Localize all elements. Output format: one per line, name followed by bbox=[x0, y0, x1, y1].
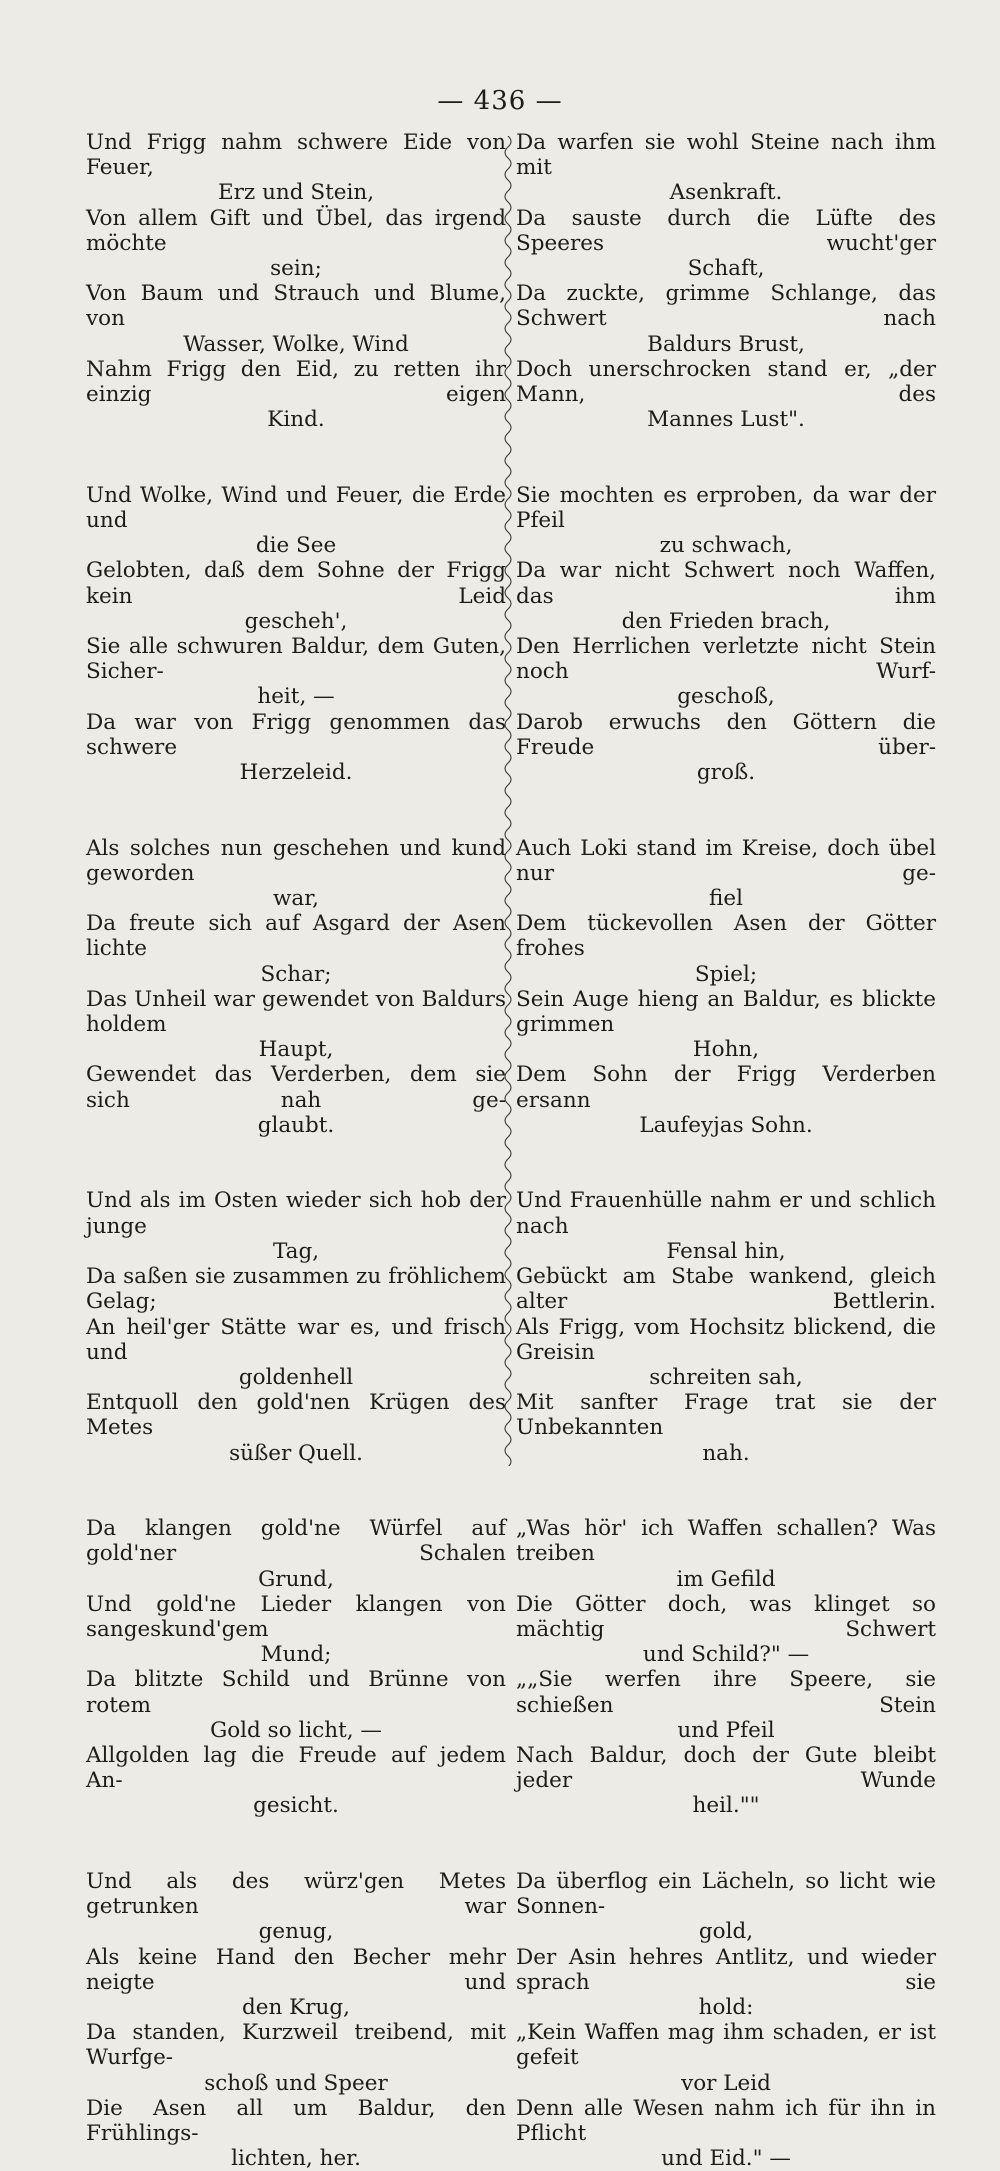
verse-continuation: Mund; bbox=[260, 1642, 332, 1668]
verse-continuation: Kind. bbox=[267, 407, 325, 433]
verse-line: Dem tückevollen Asen der Götter frohes bbox=[516, 911, 936, 962]
verse-line: Da blitzte Schild und Brünne von rotem bbox=[86, 1667, 506, 1718]
verse-continuation: Spiel; bbox=[694, 961, 758, 987]
stanza bbox=[86, 1516, 506, 1818]
stanza-gap bbox=[516, 1138, 936, 1188]
verse-continuation: Wasser, Wolke, Wind bbox=[183, 331, 409, 357]
verse-continuation: goldenhell bbox=[238, 1364, 354, 1390]
stanza bbox=[516, 836, 936, 1138]
verse-line: Das Unheil war gewendet von Baldurs holdem bbox=[86, 986, 506, 1038]
verse-line: Da klangen gold'ne Würfel auf gold'ner Schalen bbox=[86, 1516, 506, 1567]
verse-line: Von Baum und Strauch und Blume, von bbox=[86, 281, 506, 332]
stanza-gap bbox=[86, 785, 506, 835]
verse-continuation: war, bbox=[273, 886, 319, 912]
verse-line: Der Asin hehres Antlitz, und wieder sprach sie bbox=[516, 1944, 936, 1995]
verse-continuation: geschoß, bbox=[677, 684, 775, 710]
verse-line: Da freute sich auf Asgard der Asen lichte bbox=[86, 911, 506, 962]
verse-continuation: Tag, bbox=[272, 1238, 320, 1264]
verse-continuation: genug, bbox=[258, 1919, 334, 1945]
verse-line: Gebückt am Stabe wankend, gleich alter Bettlerin. bbox=[516, 1264, 936, 1315]
verse-line: Die Asen all um Baldur, den Frühlings- bbox=[86, 2095, 506, 2146]
verse-line: Darob erwuchs den Göttern die Freude über- bbox=[516, 709, 936, 760]
verse-line: Gelobten, daß dem Sohne der Frigg kein Leid bbox=[86, 558, 506, 609]
verse-continuation: sein; bbox=[270, 256, 322, 282]
verse-line: Von allem Gift und Übel, das irgend möchte bbox=[86, 205, 506, 256]
verse-line: Und Frigg nahm schwere Eide von Feuer, bbox=[86, 130, 506, 181]
verse-line: Denn alle Wesen nahm ich für ihn in Pflicht bbox=[516, 2095, 936, 2146]
stanza bbox=[516, 1869, 936, 2171]
verse-line: Als solches nun geschehen und kund geworden bbox=[86, 835, 506, 886]
stanza bbox=[516, 1188, 936, 1465]
verse-continuation: gesicht. bbox=[253, 1793, 339, 1819]
stanza bbox=[516, 130, 936, 432]
verse-line: Und gold'ne Lieder klangen von sangeskund'gem bbox=[86, 1591, 506, 1642]
verse-line: Die Götter doch, was klinget so mächtig Schwert bbox=[516, 1591, 936, 1642]
verse-continuation: die See bbox=[255, 533, 337, 559]
verse-continuation: nah. bbox=[702, 1440, 750, 1466]
verse-line: Sie alle schwuren Baldur, dem Guten, Sicher- bbox=[86, 634, 506, 685]
verse-line: Dem Sohn der Frigg Verderben ersann bbox=[516, 1062, 936, 1113]
stanza bbox=[86, 836, 506, 1138]
verse-continuation: im Gefild bbox=[676, 1566, 776, 1592]
stanza bbox=[516, 483, 936, 785]
verse-continuation: süßer Quell. bbox=[229, 1440, 363, 1466]
verse-continuation: heil."" bbox=[692, 1793, 760, 1819]
verse-line: Nach Baldur, doch der Gute bleibt jeder Wunde bbox=[516, 1742, 936, 1794]
stanza-gap bbox=[86, 1138, 506, 1188]
verse-continuation: Mannes Lust". bbox=[647, 407, 805, 433]
verse-line: Auch Loki stand im Kreise, doch übel nur ge- bbox=[516, 835, 936, 886]
stanza-gap bbox=[516, 1819, 936, 1869]
verse-line: „„Sie werfen ihre Speere, sie schießen Stein bbox=[516, 1667, 936, 1718]
verse-line: Und als des würz'gen Metes getrunken war bbox=[86, 1868, 506, 1920]
verse-continuation: gold, bbox=[698, 1919, 754, 1945]
verse-continuation: Haupt, bbox=[258, 1037, 334, 1063]
verse-line: Da zuckte, grimme Schlange, das Schwert nach bbox=[516, 281, 936, 332]
verse-line: Sie mochten es erproben, da war der Pfeil bbox=[516, 482, 936, 534]
stanza bbox=[86, 130, 506, 432]
verse-continuation: Grund, bbox=[258, 1566, 334, 1592]
verse-line: Doch unerschrocken stand er, „der Mann, des bbox=[516, 356, 936, 408]
verse-line: Und Frauenhülle nahm er und schlich nach bbox=[516, 1188, 936, 1239]
verse-continuation: zu schwach, bbox=[659, 533, 793, 559]
verse-continuation: und Schild?" — bbox=[642, 1642, 810, 1668]
verse-continuation: den Krug, bbox=[242, 1994, 350, 2020]
verse-line: Den Herrlichen verletzte nicht Stein noch Wurf- bbox=[516, 634, 936, 685]
verse-line: Da warfen sie wohl Steine nach ihm mit bbox=[516, 130, 936, 181]
verse-line: Da saßen sie zusammen zu fröhlichem Gelag; bbox=[86, 1264, 506, 1315]
verse-line: Und Wolke, Wind und Feuer, die Erde und bbox=[86, 482, 506, 534]
verse-continuation: hold: bbox=[698, 1994, 754, 2020]
stanza-gap bbox=[86, 1819, 506, 1869]
stanza-gap bbox=[86, 432, 506, 482]
verse-line: An heil'ger Stätte war es, und frisch und bbox=[86, 1314, 506, 1365]
verse-continuation: Laufeyjas Sohn. bbox=[639, 1112, 813, 1138]
verse-continuation: schoß und Speer bbox=[204, 2070, 388, 2096]
stanza bbox=[86, 1869, 506, 2171]
stanza-gap bbox=[516, 1466, 936, 1516]
verse-continuation: Schaft, bbox=[687, 256, 765, 282]
page-number: — 436 — bbox=[437, 86, 563, 116]
verse-line: Allgolden lag die Freude auf jedem An- bbox=[86, 1742, 506, 1794]
verse-continuation: Erz und Stein, bbox=[217, 180, 375, 206]
verse-continuation: glaubt. bbox=[257, 1112, 335, 1138]
left-column bbox=[86, 130, 506, 2171]
verse-line: Mit sanfter Frage trat sie der Unbekannten bbox=[516, 1390, 936, 1441]
stanza-gap bbox=[86, 1466, 506, 1516]
verse-line: Da war von Frigg genommen das schwere bbox=[86, 709, 506, 760]
verse-line: Da sauste durch die Lüfte des Speeres wucht'ger bbox=[516, 205, 936, 256]
verse-continuation: Herzeleid. bbox=[239, 760, 353, 786]
verse-continuation: Fensal hin, bbox=[666, 1238, 786, 1264]
stanza-gap bbox=[516, 432, 936, 482]
verse-continuation: groß. bbox=[696, 760, 756, 786]
verse-line: Entquoll den gold'nen Krügen des Metes bbox=[86, 1390, 506, 1441]
verse-continuation: Baldurs Brust, bbox=[647, 331, 805, 357]
verse-continuation: Asenkraft. bbox=[669, 180, 783, 206]
verse-continuation: und Pfeil bbox=[677, 1717, 775, 1743]
verse-line: „Was hör' ich Waffen schallen? Was treiben bbox=[516, 1516, 936, 1567]
verse-line: Als Frigg, vom Hochsitz blickend, die Greisin bbox=[516, 1314, 936, 1365]
verse-continuation: heit, — bbox=[257, 684, 335, 710]
verse-continuation: schreiten sah, bbox=[649, 1364, 803, 1390]
verse-line: Sein Auge hieng an Baldur, es blickte grimmen bbox=[516, 986, 936, 1038]
verse-continuation: lichten, her. bbox=[231, 2146, 361, 2171]
verse-continuation: Hohn, bbox=[692, 1037, 760, 1063]
verse-line: Da war nicht Schwert noch Waffen, das ihm bbox=[516, 558, 936, 609]
verse-line: Nahm Frigg den Eid, zu retten ihr einzig eigen bbox=[86, 356, 506, 408]
stanza bbox=[86, 1188, 506, 1465]
verse-line: Da überflog ein Lächeln, so licht wie Sonnen- bbox=[516, 1868, 936, 1920]
verse-continuation: vor Leid bbox=[681, 2070, 771, 2096]
verse-continuation: gescheh', bbox=[244, 608, 348, 634]
stanza-gap bbox=[516, 785, 936, 835]
verse-line: „Kein Waffen mag ihm schaden, er ist gefeit bbox=[516, 2020, 936, 2071]
verse-continuation: fiel bbox=[709, 886, 743, 912]
verse-line: Und als im Osten wieder sich hob der junge bbox=[86, 1188, 506, 1239]
verse-continuation: und Eid." — bbox=[661, 2146, 791, 2171]
verse-continuation: Schar; bbox=[260, 961, 332, 987]
right-column bbox=[516, 130, 936, 2171]
verse-line: Als keine Hand den Becher mehr neigte und bbox=[86, 1944, 506, 1995]
verse-continuation: den Frieden brach, bbox=[621, 608, 831, 634]
verse-line: Da standen, Kurzweil treibend, mit Wurfge- bbox=[86, 2020, 506, 2071]
verse-line: Gewendet das Verderben, dem sie sich nah ge- bbox=[86, 1062, 506, 1113]
stanza bbox=[516, 1516, 936, 1818]
verse-continuation: Gold so licht, — bbox=[210, 1717, 382, 1743]
stanza bbox=[86, 483, 506, 785]
